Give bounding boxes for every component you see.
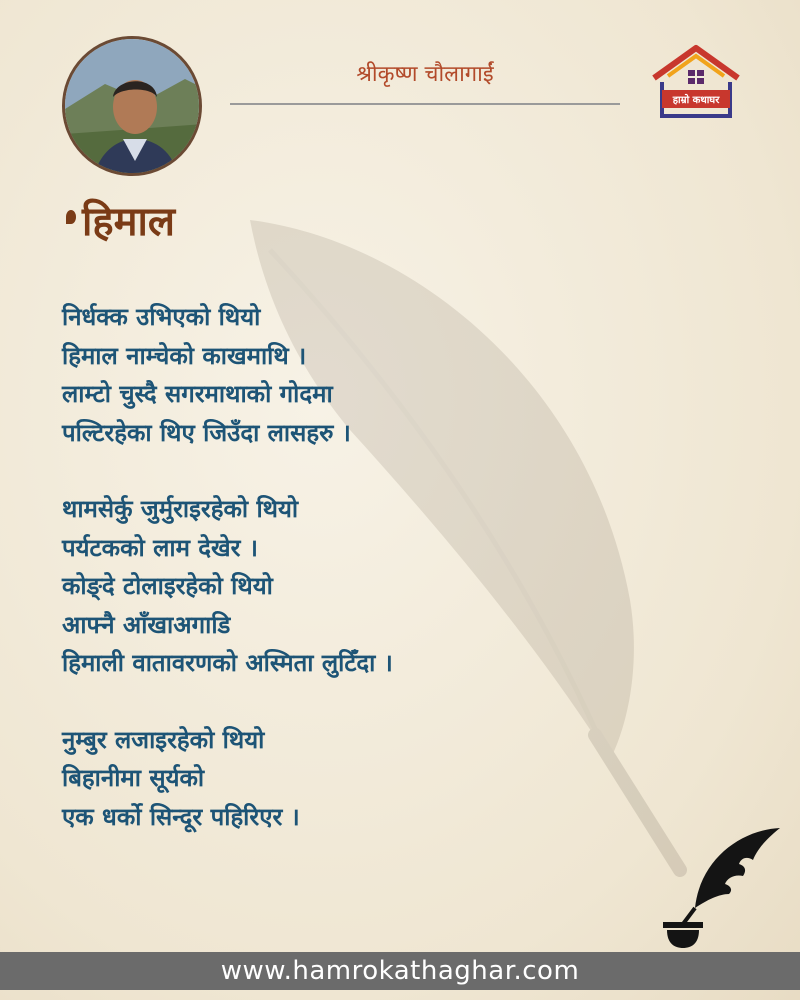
stanza [62,490,393,683]
author-divider [230,103,620,105]
stanza [62,298,393,452]
poem-body [62,298,393,874]
poem-line: एक धर्को सिन्दूर पहिरिएर । [62,802,300,831]
poem-line: निर्धक्क उभिएको थियो [62,303,261,331]
poem-line: आफ्नै आँखाअगाडि [62,610,231,639]
poem-line: कोङ्दे टोलाइरहेको थियो [62,572,273,600]
footer-website[interactable]: www.hamrokathaghar.com [0,952,800,990]
poem-title: हिमाल [82,199,175,245]
author-name: श्रीकृष्ण चौलागाईं [356,62,494,87]
author-photo [62,36,202,176]
poem-line: बिहानीमा सूर्यको [62,764,205,792]
logo-text: हाम्रो कथाघर [672,95,720,106]
poem-line: हिमाली वातावरणको अस्मिता लुटिँदा । [62,649,393,677]
quill-inkpot-icon [655,820,785,950]
house-logo-icon [648,42,744,122]
poem-line: पर्यटकको लाम देखेर । [62,533,258,562]
stanza [62,721,393,837]
poem-line: हिमाल नाम्चेको काखमाथि । [62,341,307,370]
title-bullet [66,210,76,224]
poem-line: नुम्बुर लजाइरहेको थियो [62,725,265,754]
poem-line: थामसेर्कु जुर्मुराइरहेको थियो [62,495,299,523]
poem-line: लाम्टो चुस्दै सगरमाथाको गोदमा [62,380,333,408]
poem-line: पल्टिरहेका थिए जिउँदा लासहरु । [62,418,351,447]
